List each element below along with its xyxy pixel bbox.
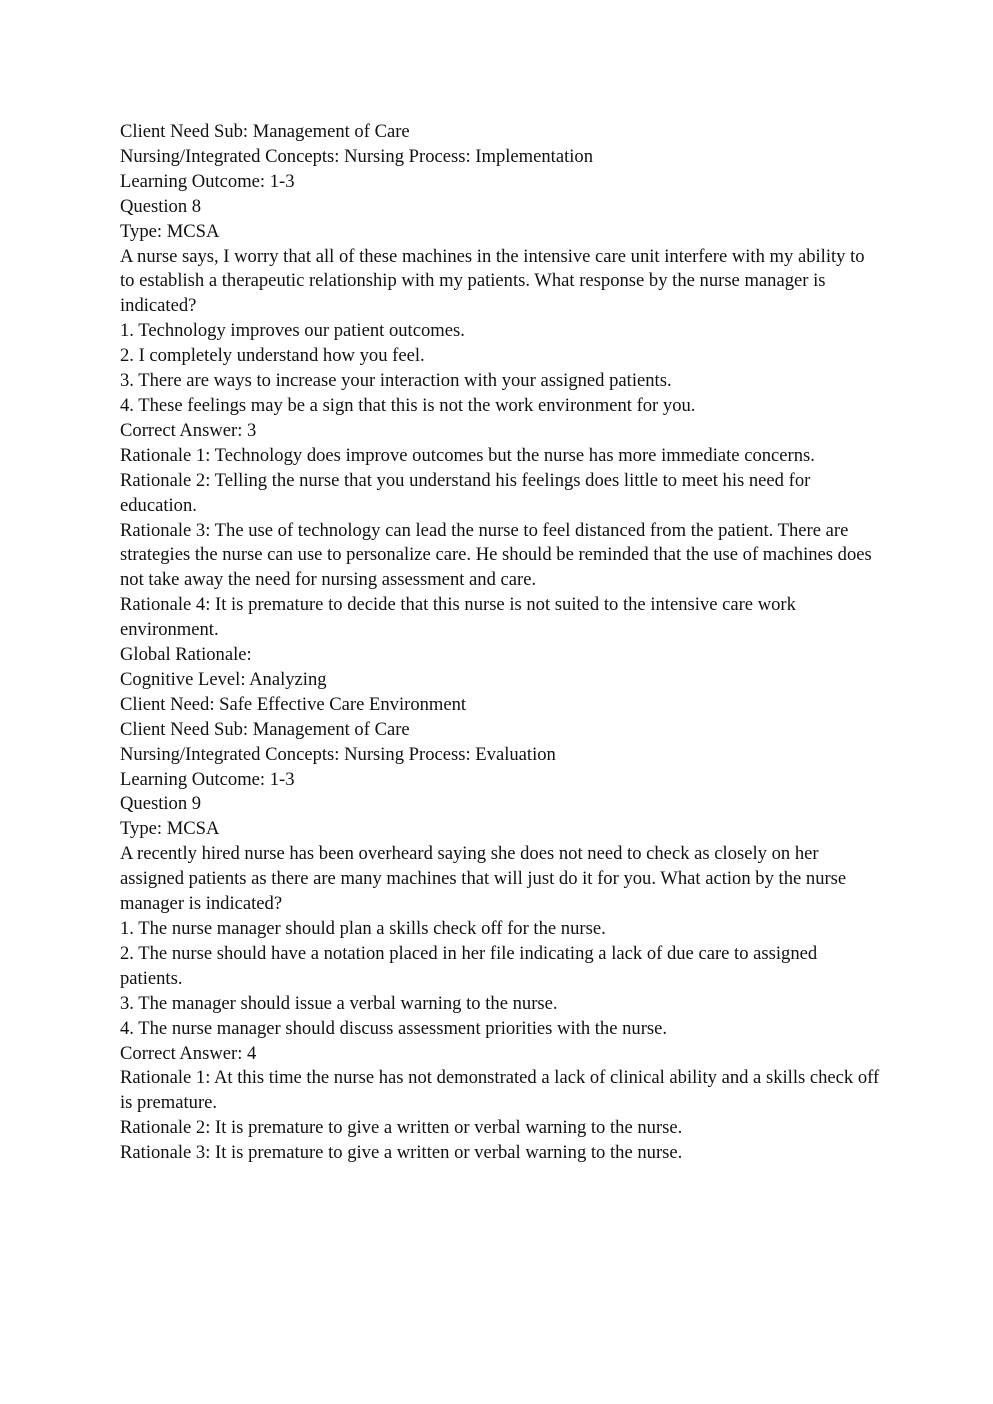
answer-option: 1. Technology improves our patient outcomes. bbox=[120, 320, 465, 342]
answer-option: 1. The nurse manager should plan a skills check off for the nurse. bbox=[120, 918, 606, 939]
answer-option: 4. These feelings may be a sign that this is not the work environment for you. bbox=[120, 394, 696, 416]
correct-answer: Correct Answer: 3 bbox=[120, 419, 257, 441]
question-number: Question 8 bbox=[120, 195, 202, 217]
answer-option: 4. The nurse manager should discuss assessment priorities with the nurse. bbox=[120, 1017, 668, 1039]
question-type: Type: MCSA bbox=[120, 818, 220, 840]
rationale: Rationale 3: The use of technology can lead the nurse to feel distanced from the patient. There are strategies the nurse can use to personalize care. He should be reminded that the use of machines does not take away the need for nursing assessment and care. bbox=[120, 519, 872, 591]
answer-option: 2. I completely understand how you feel. bbox=[120, 345, 425, 367]
rationale: Rationale 4: It is premature to decide that this nurse is not suited to the intensive care work environment. bbox=[120, 594, 796, 641]
meta-nursing-concepts: Nursing/Integrated Concepts: Nursing Process: Implementation bbox=[120, 145, 594, 167]
question-number: Question 9 bbox=[120, 793, 202, 815]
meta-nursing-concepts: Nursing/Integrated Concepts: Nursing Process: Evaluation bbox=[120, 743, 556, 765]
rationale: Rationale 1: At this time the nurse has not demonstrated a lack of clinical ability and a skills check off is premature. bbox=[120, 1067, 880, 1114]
global-rationale: Global Rationale: bbox=[120, 644, 252, 666]
rationale: Rationale 1: Technology does improve outcomes but the nurse has more immediate concerns. bbox=[120, 444, 815, 466]
question-stem: A recently hired nurse has been overheard saying she does not need to check as closely on her assigned patients as there are many machines that will just do it for you. What action by the nurse manager is indicated? bbox=[120, 843, 847, 915]
document-body bbox=[120, 120, 880, 1166]
meta-learning-outcome: Learning Outcome: 1-3 bbox=[120, 170, 295, 192]
answer-option: 3. The manager should issue a verbal warning to the nurse. bbox=[120, 992, 558, 1014]
answer-option: 3. There are ways to increase your interaction with your assigned patients. bbox=[120, 370, 672, 392]
answer-option: 2. The nurse should have a notation placed in her file indicating a lack of due care to assigned patients. bbox=[120, 942, 818, 989]
rationale: Rationale 3: It is premature to give a written or verbal warning to the nurse. bbox=[120, 1142, 683, 1164]
meta-client-need: Client Need: Safe Effective Care Environment bbox=[120, 693, 467, 715]
meta-client-need-sub: Client Need Sub: Management of Care bbox=[120, 121, 410, 142]
meta-cognitive-level: Cognitive Level: Analyzing bbox=[120, 668, 327, 690]
question-stem: A nurse says, I worry that all of these machines in the intensive care unit interfere with my ability to to establish a therapeutic relationship with my patients. What response by the nurse manager is indicated? bbox=[120, 245, 865, 317]
correct-answer: Correct Answer: 4 bbox=[120, 1042, 257, 1064]
question-type: Type: MCSA bbox=[120, 220, 220, 242]
meta-client-need-sub: Client Need Sub: Management of Care bbox=[120, 718, 410, 740]
rationale: Rationale 2: It is premature to give a written or verbal warning to the nurse. bbox=[120, 1117, 683, 1139]
meta-learning-outcome: Learning Outcome: 1-3 bbox=[120, 768, 295, 790]
rationale: Rationale 2: Telling the nurse that you understand his feelings does little to meet his need for education. bbox=[120, 469, 811, 516]
